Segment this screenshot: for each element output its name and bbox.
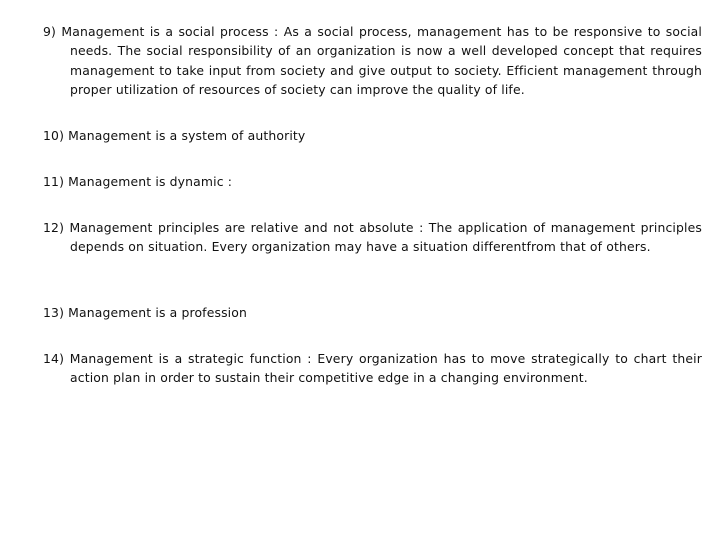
list-item-11: 11) Management is dynamic : bbox=[43, 174, 233, 189]
list-item-12: 12) Management principles are relative and not absolute : The application of management principles depends on situation. Every organization may have a situation differentfrom that of others. bbox=[43, 220, 702, 255]
list-item-9: 9) Management is a social process : As a social process, management has to be responsive to social needs. The social responsibility of an organization is now a well developed concept that requires management to take input from society and give output to society. Efficient management through proper utilization of resources of society can improve the quality of life. bbox=[43, 24, 702, 97]
list-item-14: 14) Management is a strategic function : Every organization has to move strategically to chart their action plan in order to sustain their competitive edge in a changing environment. bbox=[43, 351, 702, 386]
list-item-10: 10) Management is a system of authority bbox=[43, 128, 306, 143]
list-item-13: 13) Management is a profession bbox=[43, 305, 248, 320]
